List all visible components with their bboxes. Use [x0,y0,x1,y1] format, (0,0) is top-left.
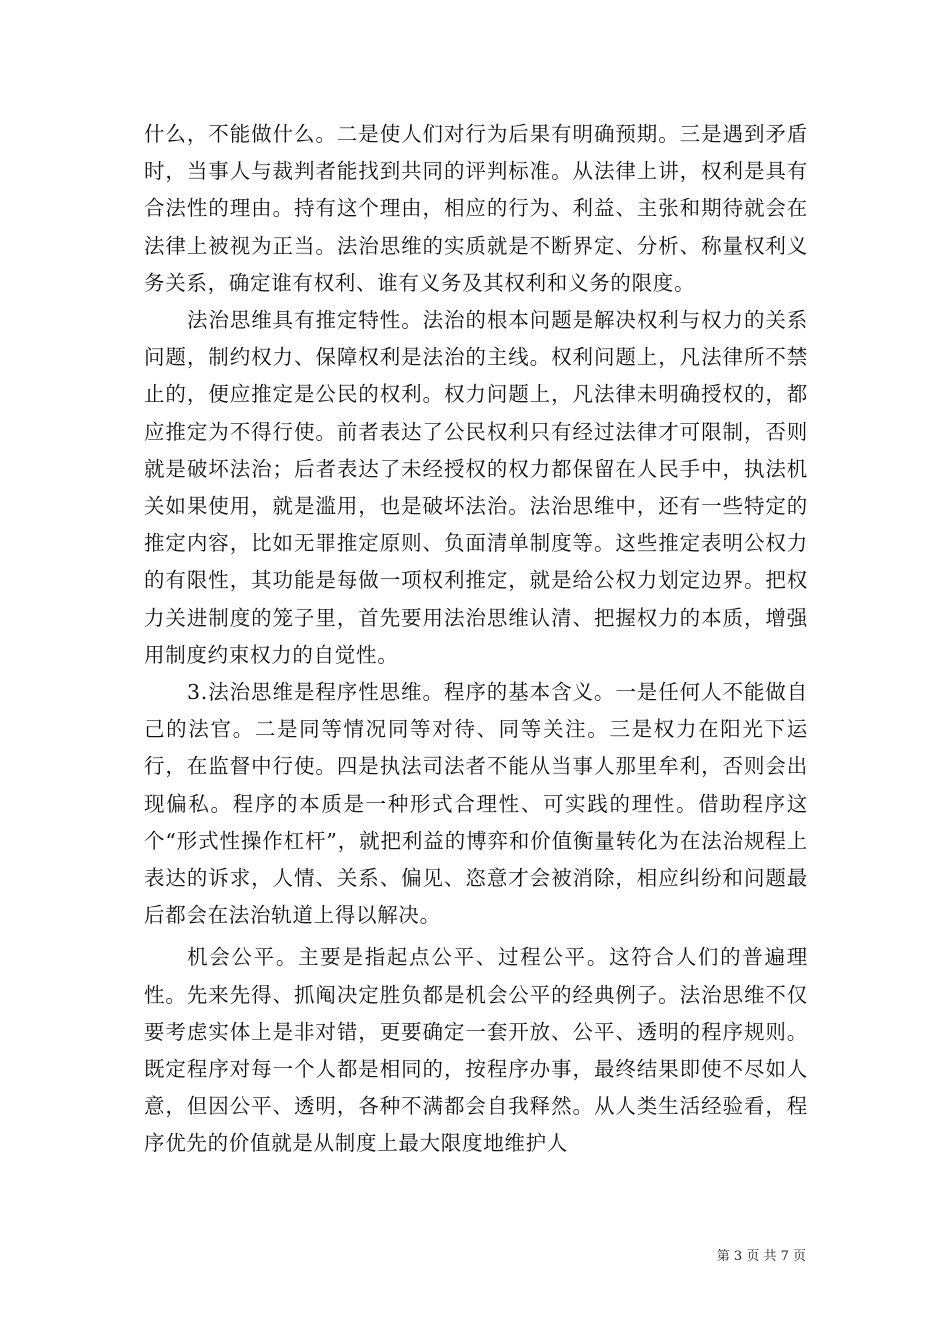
paragraph-3: 3.法治思维是程序性思维。程序的基本含义。一是任何人不能做自己的法官。二是同等情况同等对待、同等关注。三是权力在阳光下运行，在监督中行使。四是执法司法者不能从当事人那里牟利，否则会出现偏私。程序的本质是一种形式合理性、可实践的理性。借助程序这个“形式性操作杠杆”，就把利益的博弈和价值衡量转化为在法治规程上表达的诉求，人情、关系、偏见、恣意才会被消除，相应纠纷和问题最后都会在法治轨道上得以解决。 [144,680,808,928]
paragraph-2: 法治思维具有推定特性。法治的根本问题是解决权利与权力的关系问题，制约权力、保障权利是法治的主线。权利问题上，凡法律所不禁止的，便应推定是公民的权利。权力问题上，凡法律未明确授权的，都应推定为不得行使。前者表达了公民权利只有经过法律才可限制，否则就是破坏法治；后者表达了未经授权的权力都保留在人民手中，执法机关如果使用，就是滥用，也是破坏法治。法治思维中，还有一些特定的推定内容，比如无罪推定原则、负面清单制度等。这些推定表明公权力的有限性，其功能是每做一项权利推定，就是给公权力划定边界。把权力关进制度的笼子里，首先要用法治思维认清、把握权力的本质，增强用制度约束权力的自觉性。 [144,308,808,667]
page-number-footer: 第 3 页 共 7 页 [716,1249,806,1264]
paragraph-4: 机会公平。主要是指起点公平、过程公平。这符合人们的普遍理性。先来先得、抓阄决定胜负都是机会公平的经典例子。法治思维不仅要考虑实体上是非对错，更要确定一套开放、公平、透明的程序规则。既定程序对每一个人都是相同的，按程序办事，最终结果即使不尽如人意，但因公平、透明，各种不满都会自我释然。从人类生活经验看，程序优先的价值就是从制度上最大限度地维护人 [144,945,808,1156]
paragraph-1: 什么，不能做什么。二是使人们对行为后果有明确预期。三是遇到矛盾时，当事人与裁判者能找到共同的评判标准。从法律上讲，权利是具有合法性的理由。持有这个理由，相应的行为、利益、主张和期待就会在法律上被视为正当。法治思维的实质就是不断界定、分析、称量权利义务关系，确定谁有权利、谁有义务及其权利和义务的限度。 [144,122,808,295]
body-text [144,116,808,1163]
